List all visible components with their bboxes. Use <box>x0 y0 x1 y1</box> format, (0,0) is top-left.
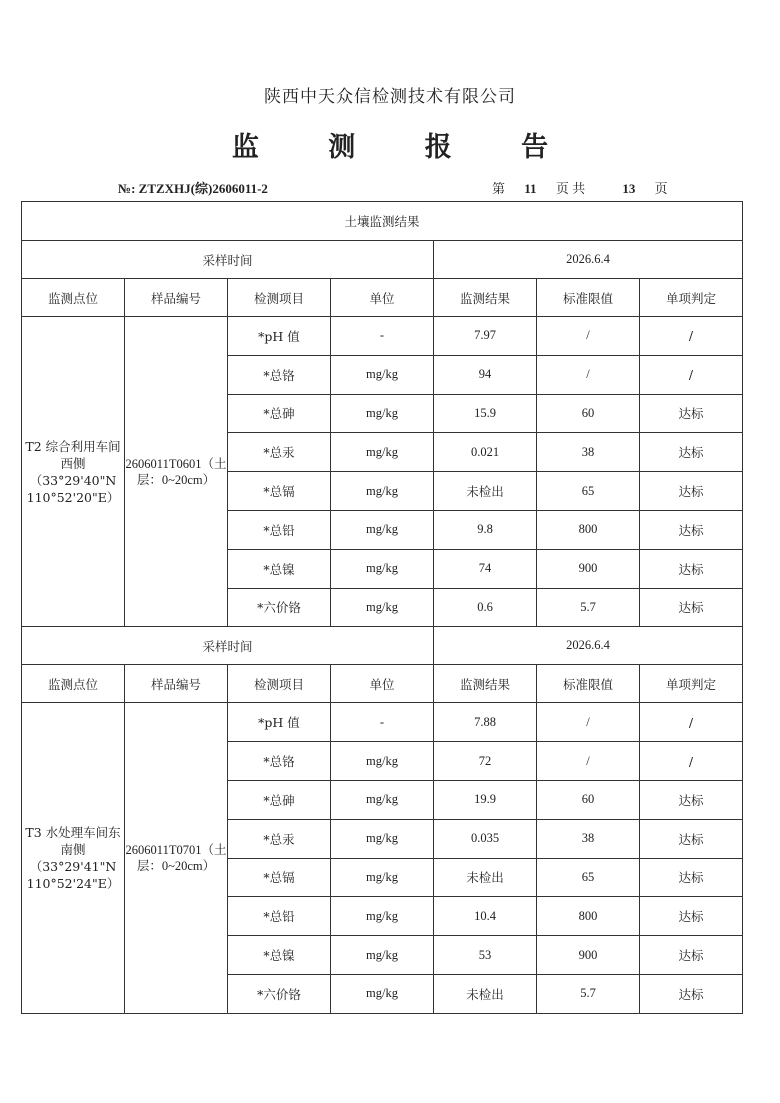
cell-item: *总砷 <box>228 394 331 433</box>
cell-result: 15.9 <box>434 394 537 433</box>
cell-unit: mg/kg <box>331 974 434 1013</box>
sampling-time-label: 采样时间 <box>22 241 434 279</box>
column-header: 单项判定 <box>640 665 743 703</box>
cell-judge: 达标 <box>640 936 743 975</box>
cell-result: 未检出 <box>434 974 537 1013</box>
sampling-date: 2026.6.4 <box>434 627 743 665</box>
cell-result: 0.035 <box>434 819 537 858</box>
column-header: 单项判定 <box>640 279 743 317</box>
document-number: №: ZTZXHJ(综)2606011-2 <box>118 181 268 196</box>
cell-judge: 达标 <box>640 897 743 936</box>
cell-judge: / <box>640 742 743 781</box>
cell-item: *总镍 <box>228 936 331 975</box>
cell-judge: / <box>640 317 743 356</box>
soil-results-table <box>21 201 743 1014</box>
sampling-date: 2026.6.4 <box>434 241 743 279</box>
cell-unit: mg/kg <box>331 897 434 936</box>
cell-item: *pH 值 <box>228 703 331 742</box>
cell-result: 7.97 <box>434 317 537 356</box>
cell-item: *总镉 <box>228 472 331 511</box>
column-header-row <box>22 665 743 703</box>
cell-result: 0.6 <box>434 588 537 627</box>
company-name: 陕西中天众信检测技术有限公司 <box>264 87 516 107</box>
cell-limit: 800 <box>537 897 640 936</box>
cell-item: *总铬 <box>228 742 331 781</box>
cell-result: 53 <box>434 936 537 975</box>
cell-result: 74 <box>434 549 537 588</box>
column-header: 监测点位 <box>22 279 125 317</box>
cell-result: 未检出 <box>434 858 537 897</box>
cell-limit: 5.7 <box>537 974 640 1013</box>
column-header: 检测项目 <box>228 279 331 317</box>
cell-limit: 5.7 <box>537 588 640 627</box>
sampling-time-label: 采样时间 <box>22 627 434 665</box>
cell-judge: 达标 <box>640 549 743 588</box>
cell-limit: / <box>537 317 640 356</box>
cell-judge: 达标 <box>640 472 743 511</box>
cell-item: *总铅 <box>228 510 331 549</box>
cell-unit: mg/kg <box>331 433 434 472</box>
page-mid: 页 共 <box>555 181 586 196</box>
cell-limit: 60 <box>537 394 640 433</box>
cell-unit: mg/kg <box>331 394 434 433</box>
cell-item: *总镍 <box>228 549 331 588</box>
column-header: 监测结果 <box>434 279 537 317</box>
cell-judge: 达标 <box>640 780 743 819</box>
cell-item: *总铅 <box>228 897 331 936</box>
column-header: 单位 <box>331 665 434 703</box>
column-header: 单位 <box>331 279 434 317</box>
cell-result: 19.9 <box>434 780 537 819</box>
cell-unit: mg/kg <box>331 472 434 511</box>
cell-limit: 38 <box>537 819 640 858</box>
cell-item: *六价铬 <box>228 588 331 627</box>
cell-unit: mg/kg <box>331 355 434 394</box>
cell-item: *总汞 <box>228 819 331 858</box>
cell-unit: mg/kg <box>331 780 434 819</box>
cell-judge: / <box>640 355 743 394</box>
cell-judge: / <box>640 703 743 742</box>
column-header: 检测项目 <box>228 665 331 703</box>
cell-limit: 65 <box>537 472 640 511</box>
page-prefix: 第 <box>492 181 506 196</box>
cell-item: *总汞 <box>228 433 331 472</box>
page-total: 13 <box>622 181 636 196</box>
cell-judge: 达标 <box>640 588 743 627</box>
cell-limit: 65 <box>537 858 640 897</box>
report-title: 监 测 报 告 <box>231 132 579 163</box>
cell-unit: mg/kg <box>331 588 434 627</box>
column-header: 样品编号 <box>125 279 228 317</box>
table-title: 土壤监测结果 <box>22 202 743 241</box>
cell-unit: - <box>331 317 434 356</box>
column-header: 标准限值 <box>537 665 640 703</box>
cell-result: 未检出 <box>434 472 537 511</box>
cell-result: 7.88 <box>434 703 537 742</box>
column-header: 标准限值 <box>537 279 640 317</box>
cell-limit: 38 <box>537 433 640 472</box>
monitoring-site: T3 水处理车间东南侧（33°29'41"N 110°52'24"E） <box>22 703 125 1013</box>
cell-result: 0.021 <box>434 433 537 472</box>
cell-unit: mg/kg <box>331 549 434 588</box>
cell-limit: 900 <box>537 936 640 975</box>
column-header-row <box>22 279 743 317</box>
cell-judge: 达标 <box>640 394 743 433</box>
cell-limit: 900 <box>537 549 640 588</box>
cell-judge: 达标 <box>640 819 743 858</box>
cell-limit: / <box>537 742 640 781</box>
cell-judge: 达标 <box>640 974 743 1013</box>
page-info <box>492 178 668 197</box>
table-row <box>22 317 743 356</box>
column-header: 监测结果 <box>434 665 537 703</box>
monitoring-site: T2 综合利用车间西侧（33°29'40"N 110°52'20"E） <box>22 317 125 627</box>
cell-unit: - <box>331 703 434 742</box>
cell-unit: mg/kg <box>331 510 434 549</box>
cell-item: *六价铬 <box>228 974 331 1013</box>
cell-result: 10.4 <box>434 897 537 936</box>
cell-item: *总砷 <box>228 780 331 819</box>
cell-item: *pH 值 <box>228 317 331 356</box>
cell-limit: / <box>537 355 640 394</box>
column-header: 监测点位 <box>22 665 125 703</box>
cell-result: 9.8 <box>434 510 537 549</box>
cell-unit: mg/kg <box>331 858 434 897</box>
sampling-time-row <box>22 627 743 665</box>
sample-id: 2606011T0601（土层：0~20cm） <box>125 317 228 627</box>
cell-limit: / <box>537 703 640 742</box>
cell-unit: mg/kg <box>331 819 434 858</box>
sampling-time-row <box>22 241 743 279</box>
cell-limit: 60 <box>537 780 640 819</box>
cell-unit: mg/kg <box>331 742 434 781</box>
table-row <box>22 703 743 742</box>
cell-judge: 达标 <box>640 510 743 549</box>
page-current: 11 <box>524 181 537 196</box>
column-header: 样品编号 <box>125 665 228 703</box>
cell-judge: 达标 <box>640 858 743 897</box>
cell-judge: 达标 <box>640 433 743 472</box>
cell-unit: mg/kg <box>331 936 434 975</box>
cell-limit: 800 <box>537 510 640 549</box>
cell-result: 72 <box>434 742 537 781</box>
cell-item: *总铬 <box>228 355 331 394</box>
sample-id: 2606011T0701（土层：0~20cm） <box>125 703 228 1013</box>
page-suffix: 页 <box>654 181 668 196</box>
cell-item: *总镉 <box>228 858 331 897</box>
cell-result: 94 <box>434 355 537 394</box>
